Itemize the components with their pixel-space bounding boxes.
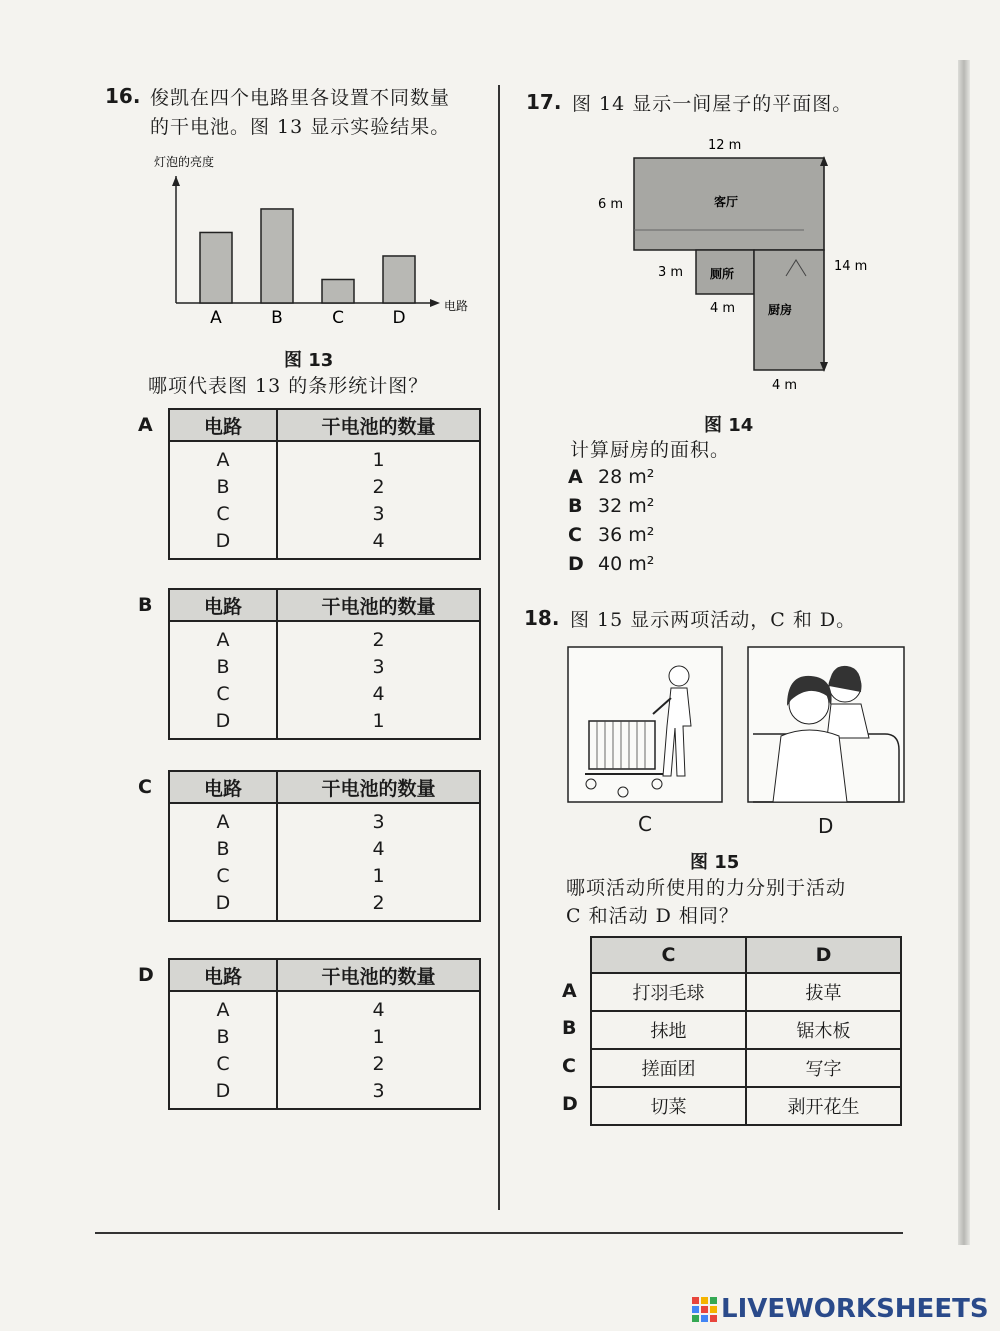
header-circuit: 电路 [169, 409, 277, 441]
activity-image-d [747, 646, 905, 803]
table-row [169, 803, 480, 835]
q18-answer-table [590, 936, 902, 1126]
header-battery-count: 干电池的数量 [277, 409, 480, 441]
q17-option-d-value[interactable]: 40 m² [598, 553, 655, 575]
x-tick-label-d: D [392, 308, 406, 328]
header-battery-count: 干电池的数量 [277, 771, 480, 803]
battery-count-cell: 2 [277, 621, 480, 653]
dim-toilet-left: 3 m [658, 265, 684, 280]
circuit-cell: A [169, 441, 277, 473]
row-c-d: 写字 [746, 1049, 901, 1087]
q18-option-a-letter[interactable]: A [562, 980, 577, 1002]
battery-count-cell: 4 [277, 991, 480, 1023]
dim-bottom: 4 m [772, 378, 798, 393]
table-row [591, 1011, 901, 1049]
table-row [169, 527, 480, 559]
circuit-cell: B [169, 835, 277, 862]
x-tick-label-c: C [332, 308, 344, 328]
battery-count-cell: 4 [277, 527, 480, 559]
table-header-row [169, 771, 480, 803]
person-head [669, 666, 689, 686]
header-battery-count: 干电池的数量 [277, 959, 480, 991]
circuit-cell: A [169, 991, 277, 1023]
header-d: D [746, 937, 901, 973]
table-row [169, 1077, 480, 1109]
header-circuit: 电路 [169, 771, 277, 803]
room-toilet-label: 厕所 [710, 267, 735, 281]
column-divider [498, 85, 500, 1210]
circuit-cell: A [169, 621, 277, 653]
table-row [591, 1087, 901, 1125]
header-circuit: 电路 [169, 959, 277, 991]
room-kitchen-label: 厨房 [768, 303, 793, 317]
bar-c [322, 279, 354, 303]
q18-option-d-letter[interactable]: D [562, 1093, 578, 1115]
q17-number: 17. [526, 90, 562, 114]
activity-image-c [567, 646, 723, 803]
dim-left: 6 m [598, 197, 624, 212]
battery-count-cell: 1 [277, 1023, 480, 1050]
x-axis-arrow [430, 299, 440, 307]
table-row [169, 441, 480, 473]
y-axis-arrow [172, 176, 180, 186]
row-d-c: 切菜 [591, 1087, 746, 1125]
circuit-cell: C [169, 500, 277, 527]
header-circuit: 电路 [169, 589, 277, 621]
dim-top: 12 m [708, 138, 742, 153]
q18-figure-caption: 图 15 [690, 852, 740, 873]
header-battery-count: 干电池的数量 [277, 589, 480, 621]
battery-count-cell: 3 [277, 1077, 480, 1109]
battery-count-cell: 3 [277, 653, 480, 680]
circuit-cell: B [169, 653, 277, 680]
x-tick-label-a: A [210, 308, 222, 328]
table-header-row [169, 589, 480, 621]
q18-option-b-letter[interactable]: B [562, 1017, 577, 1039]
q18-text: 图 15 显示两项活动，C 和 D。 [570, 609, 857, 631]
bottom-rule [95, 1232, 903, 1234]
battery-count-cell: 4 [277, 835, 480, 862]
q17-option-a-value[interactable]: 28 m² [598, 466, 655, 488]
row-c-c: 搓面团 [591, 1049, 746, 1087]
table-row [169, 991, 480, 1023]
dim-toilet-bottom: 4 m [710, 301, 736, 316]
q17-option-b-value[interactable]: 32 m² [598, 495, 655, 517]
q16-figure-caption: 图 13 [284, 350, 334, 371]
circuit-cell: B [169, 1023, 277, 1050]
table-row [169, 707, 480, 739]
row-a-c: 打羽毛球 [591, 973, 746, 1011]
q16-option-d-table [168, 958, 481, 1110]
q16-text-line1: 俊凯在四个电路里各设置不同数量 [150, 87, 451, 109]
table-row [169, 500, 480, 527]
circuit-cell: C [169, 680, 277, 707]
q17-option-a-letter[interactable]: A [568, 466, 583, 488]
table-row [169, 835, 480, 862]
table-row [169, 680, 480, 707]
q16-text-line2: 的干电池。图 13 显示实验结果。 [150, 116, 451, 138]
y-axis-label: 灯泡的亮度 [154, 155, 215, 169]
circuit-cell: B [169, 473, 277, 500]
table-row [591, 1049, 901, 1087]
battery-count-cell: 3 [277, 803, 480, 835]
table-header-row [169, 959, 480, 991]
bar-chart [140, 148, 480, 338]
floor-plan [590, 130, 890, 395]
q16-option-a-table [168, 408, 481, 560]
q17-figure-caption: 图 14 [704, 415, 754, 436]
q17-option-c-value[interactable]: 36 m² [598, 524, 655, 546]
battery-count-cell: 1 [277, 441, 480, 473]
battery-count-cell: 2 [277, 473, 480, 500]
q17-option-c-letter[interactable]: C [568, 524, 582, 546]
battery-count-cell: 1 [277, 707, 480, 739]
q16-number: 16. [105, 84, 141, 108]
battery-count-cell: 1 [277, 862, 480, 889]
dim-right: 14 m [834, 259, 868, 274]
logo-text: LIVEWORKSHEETS [721, 1294, 989, 1324]
q16-option-c-table [168, 770, 481, 922]
q17-option-b-letter[interactable]: B [568, 495, 583, 517]
circuit-cell: D [169, 1077, 277, 1109]
circuit-cell: C [169, 862, 277, 889]
circuit-cell: D [169, 527, 277, 559]
table-row [169, 1023, 480, 1050]
table-row [169, 889, 480, 921]
q16-option-b-letter[interactable]: B [138, 594, 153, 616]
q18-question-line1: 哪项活动所使用的力分别于活动 [566, 877, 847, 899]
table-row [169, 621, 480, 653]
table-row [591, 973, 901, 1011]
q16-option-c-letter[interactable]: C [138, 776, 152, 798]
header-c: C [591, 937, 746, 973]
q18-question-line2: C 和活动 D 相同？ [566, 905, 739, 927]
table-row [169, 1050, 480, 1077]
room-living-label: 客厅 [714, 195, 739, 209]
scan-edge [958, 60, 970, 1245]
circuit-cell: D [169, 889, 277, 921]
battery-count-cell: 4 [277, 680, 480, 707]
row-b-c: 抹地 [591, 1011, 746, 1049]
q17-question: 计算厨房的面积。 [570, 439, 731, 461]
row-d-d: 剥开花生 [746, 1087, 901, 1125]
battery-count-cell: 3 [277, 500, 480, 527]
bar-a [200, 232, 232, 303]
bar-b [261, 209, 293, 303]
standing-person-body [827, 704, 869, 738]
row-a-d: 拔草 [746, 973, 901, 1011]
q16-question: 哪项代表图 13 的条形统计图？ [148, 375, 429, 397]
row-b-d: 锯木板 [746, 1011, 901, 1049]
table-header-row [169, 409, 480, 441]
battery-count-cell: 2 [277, 889, 480, 921]
bar-d [383, 256, 415, 303]
q17-text: 图 14 显示一间屋子的平面图。 [572, 93, 853, 115]
q18-option-c-letter[interactable]: C [562, 1055, 576, 1077]
x-axis-label: 电路 [444, 299, 469, 313]
q16-option-a-letter[interactable]: A [138, 414, 153, 436]
table-row [169, 862, 480, 889]
logo-icon [692, 1297, 717, 1322]
table-row [169, 653, 480, 680]
battery-count-cell: 2 [277, 1050, 480, 1077]
table-header-row [591, 937, 901, 973]
q16-option-d-letter[interactable]: D [138, 964, 154, 986]
circuit-cell: A [169, 803, 277, 835]
circuit-cell: C [169, 1050, 277, 1077]
q16-option-b-table [168, 588, 481, 740]
q18-number: 18. [524, 606, 560, 630]
q17-option-d-letter[interactable]: D [568, 553, 584, 575]
liveworksheets-logo[interactable] [692, 1294, 989, 1324]
seated-person-body [773, 730, 847, 802]
image-c-label: C [638, 812, 652, 836]
x-tick-label-b: B [271, 308, 283, 328]
circuit-cell: D [169, 707, 277, 739]
image-d-label: D [818, 814, 834, 838]
table-row [169, 473, 480, 500]
